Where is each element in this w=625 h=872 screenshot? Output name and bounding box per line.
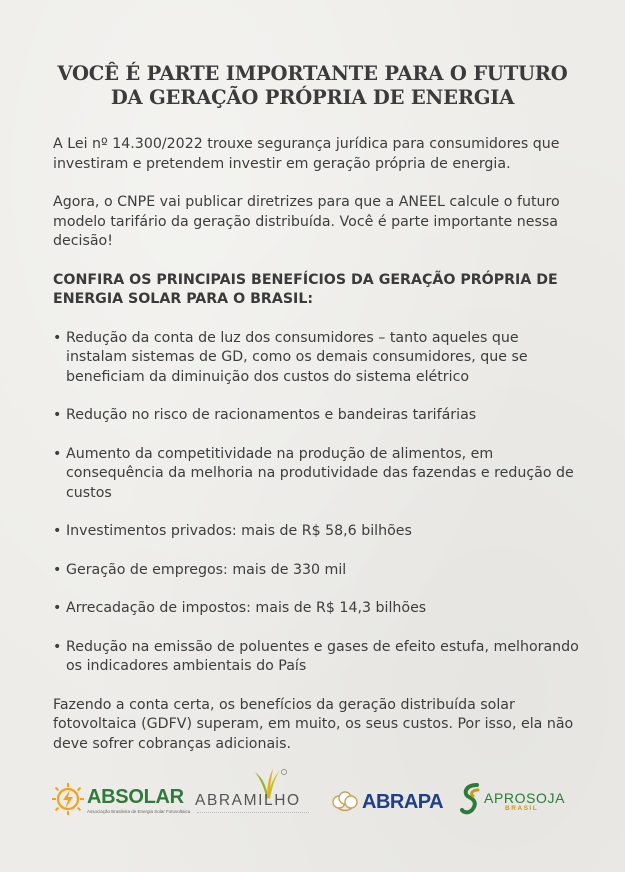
list-item	[53, 406, 583, 426]
bullet: •	[53, 523, 62, 539]
list-item-text: Arrecadação de impostos: mais de R$ 14,3 bilhões	[66, 600, 427, 616]
aprosoja-sub: BRASIL	[505, 805, 539, 812]
aprosoja-logo	[459, 770, 585, 820]
title-line-1: VOCÊ É PARTE IMPORTANTE PARA O FUTURO	[57, 62, 568, 85]
absolar-tagline: Associação Brasileira de Energia Solar Fotovoltaica	[87, 809, 191, 814]
abrapa-logo	[330, 770, 448, 820]
list-item-text: Investimentos privados: mais de R$ 58,6 bilhões	[66, 523, 412, 539]
partner-logos	[45, 770, 585, 820]
sun-bolt-icon	[51, 782, 85, 816]
list-item	[53, 599, 583, 619]
list-item	[53, 445, 583, 504]
bullet: •	[53, 407, 62, 423]
bullet: •	[53, 329, 62, 346]
benefits-list	[53, 329, 583, 677]
list-item	[53, 522, 583, 542]
list-item	[53, 561, 583, 581]
benefits-heading: CONFIRA OS PRINCIPAIS BENEFÍCIOS DA GERAÇÃO PRÓPRIA DE ENERGIA SOLAR PARA O BRASIL:	[53, 271, 558, 307]
paragraph-cnpe: Agora, o CNPE vai publicar diretrizes para que a ANEEL calcule o futuro modelo tarifário da geração distribuída. Você é parte importante nessa decisão!	[53, 194, 560, 249]
list-item-text: Redução da conta de luz dos consumidores – tanto aqueles que instalam sistemas de GD, como os demais consumidores, que se beneficiam da diminuição dos custos do sistema elétrico	[66, 329, 528, 385]
bullet: •	[53, 600, 62, 616]
cotton-icon	[330, 790, 360, 814]
body-text	[53, 135, 583, 754]
abramilho-underline	[197, 812, 309, 815]
list-item-text: Redução no risco de racionamentos e bandeiras tarifárias	[66, 407, 477, 423]
abrapa-name: ABRAPA	[362, 791, 444, 813]
paragraph-lei: A Lei nº 14.300/2022 trouxe segurança jurídica para consumidores que investiram e pretendem investir em geração própria de energia.	[53, 136, 560, 172]
paragraph-closing: Fazendo a conta certa, os benefícios da geração distribuída solar fotovoltaica (GDFV) superam, em muito, os seus custos. Por isso, ela não deve sofrer cobranças adicionais.	[53, 696, 574, 752]
list-item	[53, 329, 583, 388]
list-item	[53, 638, 583, 677]
list-item-text: Aumento da competitividade na produção de alimentos, em consequência da melhoria na produtividade das fazendas e redução de custos	[66, 445, 574, 501]
soy-s-icon	[459, 782, 483, 816]
list-item-text: Redução na emissão de poluentes e gases de efeito estufa, melhorando os indicadores ambientais do País	[66, 638, 579, 674]
absolar-name: ABSOLAR	[87, 786, 184, 808]
absolar-logo	[51, 770, 191, 820]
aprosoja-name: APROSOJA	[484, 790, 566, 806]
abramilho-name: ABRAMILHO	[195, 792, 301, 809]
abramilho-logo	[195, 770, 315, 820]
bullet: •	[53, 445, 62, 462]
bullet: •	[53, 638, 62, 655]
list-item-text: Geração de empregos: mais de 330 mil	[66, 561, 347, 578]
page-title	[40, 62, 585, 110]
title-line-2: DA GERAÇÃO PRÓPRIA DE ENERGIA	[110, 86, 515, 109]
bullet: •	[53, 561, 62, 578]
